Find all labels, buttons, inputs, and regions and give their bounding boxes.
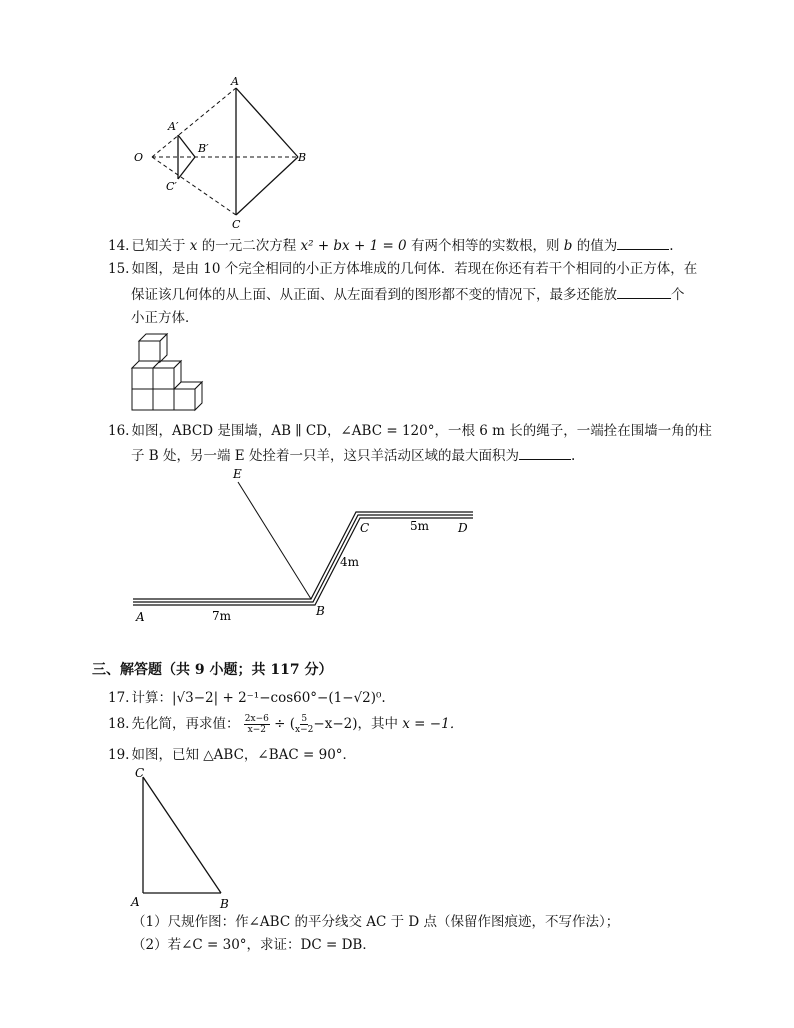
label-B-prime: B′ bbox=[198, 142, 209, 155]
label-len-BC: 4m bbox=[340, 555, 360, 569]
label-A-prime: A′ bbox=[168, 120, 179, 133]
q19-part-2: （2）若∠C = 30°，求证：DC = DB． bbox=[132, 937, 376, 953]
label-C-wall: C bbox=[360, 521, 370, 535]
q16-number: 16. bbox=[108, 423, 130, 439]
q18-rest: −x−2) bbox=[313, 716, 358, 732]
q15-line3: 小正方体． bbox=[131, 310, 199, 326]
q14-var-x: x bbox=[189, 238, 198, 254]
question-15-line2 bbox=[131, 284, 685, 305]
q17-number: 17. bbox=[108, 690, 130, 706]
q16-line2-end: . bbox=[570, 448, 576, 464]
q14-text-after: 的值为 bbox=[576, 238, 618, 254]
q18-fraction-2: $\frac{5}{x-2}$ bbox=[295, 714, 314, 735]
q18-label: 先化简，再求值： bbox=[131, 716, 240, 732]
question-15-line3 bbox=[131, 308, 199, 328]
q17-expression: |√3−2| + 2⁻¹−cos60°−(1−√2)⁰. bbox=[171, 690, 386, 706]
label-A-wall: A bbox=[136, 610, 145, 624]
question-16-line1 bbox=[108, 421, 712, 441]
label-C-tri: C bbox=[135, 766, 145, 780]
q18-cond: x = −1． bbox=[402, 716, 464, 732]
q16-answer-blank[interactable] bbox=[519, 445, 571, 460]
q19-number: 19. bbox=[108, 747, 130, 763]
triangle-figure bbox=[128, 765, 238, 910]
question-17 bbox=[108, 688, 386, 708]
q14-end: . bbox=[669, 238, 674, 254]
q14-var-b: b bbox=[563, 238, 573, 254]
wall-figure bbox=[128, 462, 488, 630]
question-18 bbox=[108, 714, 463, 735]
cubes-figure bbox=[130, 333, 214, 415]
q16-line2-before: 子 B 处，另一端 E 处拴着一只羊，这只羊活动区域的最大面积为 bbox=[131, 448, 519, 464]
question-15-line1 bbox=[108, 259, 697, 279]
label-len-CD: 5m bbox=[410, 519, 430, 533]
q14-answer-blank[interactable] bbox=[617, 235, 669, 250]
label-B-wall: B bbox=[316, 604, 325, 618]
q14-text-mid: 的一元二次方程 bbox=[201, 238, 297, 254]
label-A: A bbox=[231, 75, 239, 88]
q14-equation: x² + bx + 1 = 0 bbox=[300, 238, 407, 254]
q14-number: 14. bbox=[108, 238, 130, 254]
label-len-AB: 7m bbox=[212, 609, 232, 623]
question-14 bbox=[108, 235, 674, 256]
q19-text: 如图，已知 △ABC，∠BAC = 90°． bbox=[131, 747, 357, 763]
question-19 bbox=[108, 745, 356, 765]
q14-text-mid2: 有两个相等的实数根，则 bbox=[410, 238, 560, 254]
label-C-prime: C′ bbox=[166, 180, 177, 193]
q18-paren-open: ( bbox=[289, 716, 296, 732]
q19-part-1: （1）尺规作图：作∠ABC 的平分线交 AC 于 D 点（保留作图痕迹，不写作法）； bbox=[132, 914, 620, 930]
label-B: B bbox=[298, 151, 307, 164]
q18-number: 18. bbox=[108, 716, 130, 732]
q15-line2-after: 个 bbox=[671, 287, 685, 303]
q18-where: ，其中 bbox=[357, 716, 398, 732]
rhombus-figure bbox=[120, 72, 320, 232]
q15-number: 15. bbox=[108, 261, 130, 277]
q18-div: ÷ bbox=[274, 716, 286, 732]
q17-label: 计算： bbox=[131, 690, 172, 706]
q15-line1: 如图，是由 10 个完全相同的小正方体堆成的几何体．若现在你还有若干个相同的小正方体，在 bbox=[131, 261, 698, 277]
label-A-tri: A bbox=[131, 895, 140, 909]
label-E: E bbox=[233, 467, 242, 481]
label-D: D bbox=[458, 521, 468, 535]
q14-text-before: 已知关于 bbox=[131, 238, 186, 254]
label-C: C bbox=[232, 218, 241, 231]
label-B-tri: B bbox=[220, 897, 229, 910]
q18-fraction-1: $\frac{2x-6}{x-2}$ bbox=[244, 714, 269, 735]
q15-answer-blank[interactable] bbox=[617, 284, 671, 299]
section-3-title: 三、解答题（共 9 小题；共 117 分） bbox=[92, 662, 333, 678]
q16-line1: 如图，ABCD 是围墙，AB ∥ CD，∠ABC = 120°，一根 6 m 长的绳子，一端拴在围墙一角的柱 bbox=[131, 423, 712, 439]
q15-line2-before: 保证该几何体的从上面、从正面、从左面看到的图形都不变的情况下，最多还能放 bbox=[131, 287, 617, 303]
label-O: O bbox=[134, 151, 144, 164]
